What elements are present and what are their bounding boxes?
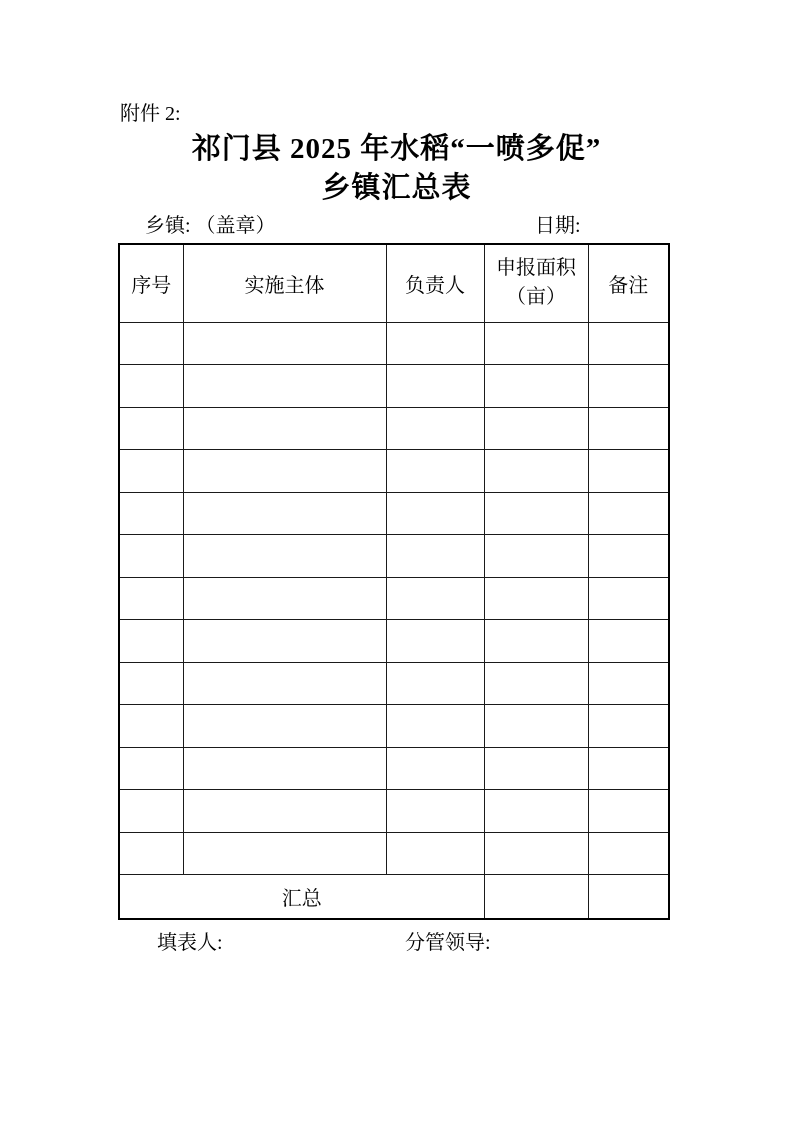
table-cell [119,620,183,663]
table-cell [484,450,588,493]
summary-label-cell: 汇总 [119,875,484,919]
table-cell [588,790,669,833]
table-cell [484,662,588,705]
table-cell [588,535,669,578]
table-cell [386,407,484,450]
title-line-2: 乡镇汇总表 [321,172,472,204]
table-cell [183,535,386,578]
township-stamp-label: 乡镇: （盖章） [145,215,276,237]
table-row [119,535,669,578]
table-row [119,662,669,705]
table-cell [588,407,669,450]
supervisor-label: 分管领导: [405,932,491,954]
table-cell [386,747,484,790]
table-cell [588,705,669,748]
table-cell [183,705,386,748]
table-cell [484,747,588,790]
table-cell [386,365,484,408]
township-summary-table [118,243,670,920]
title-line-1: 祁门县 2025 年水稻“一喷多促” [191,133,602,165]
table-cell [386,492,484,535]
table-row [119,790,669,833]
table-cell [119,747,183,790]
table-cell [119,450,183,493]
table-cell [386,790,484,833]
table-row [119,407,669,450]
table-cell [386,450,484,493]
table-cell [588,747,669,790]
table-cell [119,365,183,408]
table-cell [588,832,669,875]
table-row [119,322,669,365]
table-cell [588,492,669,535]
table-cell [119,662,183,705]
table-cell [386,705,484,748]
table-cell [183,322,386,365]
summary-note-cell [588,875,669,919]
summary-area-cell [484,875,588,919]
table-cell [386,535,484,578]
table-row [119,832,669,875]
header-person-in-charge [386,244,484,322]
document-title [0,130,793,208]
summary-row [119,875,669,919]
table-cell [386,662,484,705]
table-cell [183,492,386,535]
table-cell [484,365,588,408]
table-cell [588,662,669,705]
table-row [119,747,669,790]
table-cell [484,790,588,833]
table-cell [484,620,588,663]
table-cell [119,705,183,748]
table-cell [183,620,386,663]
attachment-label: 附件 2: [120,103,181,125]
table-row [119,365,669,408]
table-cell [119,407,183,450]
table-cell [588,620,669,663]
table-cell [183,747,386,790]
table-cell [484,705,588,748]
table-cell [386,832,484,875]
preparer-label: 填表人: [157,932,223,954]
header-person-in-charge-label: 负责人 [405,274,465,297]
date-label: 日期: [535,215,581,237]
table-cell [183,365,386,408]
table-row [119,492,669,535]
table-cell [484,577,588,620]
table-cell [588,450,669,493]
table-cell [119,790,183,833]
table-row [119,620,669,663]
header-remarks-label: 备注 [608,274,649,297]
table-cell [588,365,669,408]
table-cell [119,832,183,875]
table-cell [119,577,183,620]
header-declared-area-unit: （亩） [506,286,566,309]
table-cell [183,407,386,450]
table-cell [119,535,183,578]
table-cell [386,620,484,663]
table-cell [484,322,588,365]
table-cell [386,577,484,620]
header-serial-number [119,244,183,322]
table-cell [588,577,669,620]
table-cell [183,450,386,493]
table-cell [386,322,484,365]
table-cell [183,577,386,620]
table-cell [484,832,588,875]
header-declared-area-label: 申报面积 [496,257,576,280]
table-cell [119,322,183,365]
table-cell [119,492,183,535]
table-cell [183,790,386,833]
header-declared-area [484,244,588,322]
table-row [119,577,669,620]
table-cell [484,492,588,535]
table-cell [588,322,669,365]
table-cell [183,832,386,875]
table-row [119,705,669,748]
table-cell [183,662,386,705]
table-cell [484,407,588,450]
header-remarks [588,244,669,322]
header-implementing-entity-label: 实施主体 [244,274,325,297]
table-row [119,450,669,493]
table-header-row [119,244,669,322]
header-serial-number-label: 序号 [131,274,172,297]
header-implementing-entity [183,244,386,322]
table-cell [484,535,588,578]
